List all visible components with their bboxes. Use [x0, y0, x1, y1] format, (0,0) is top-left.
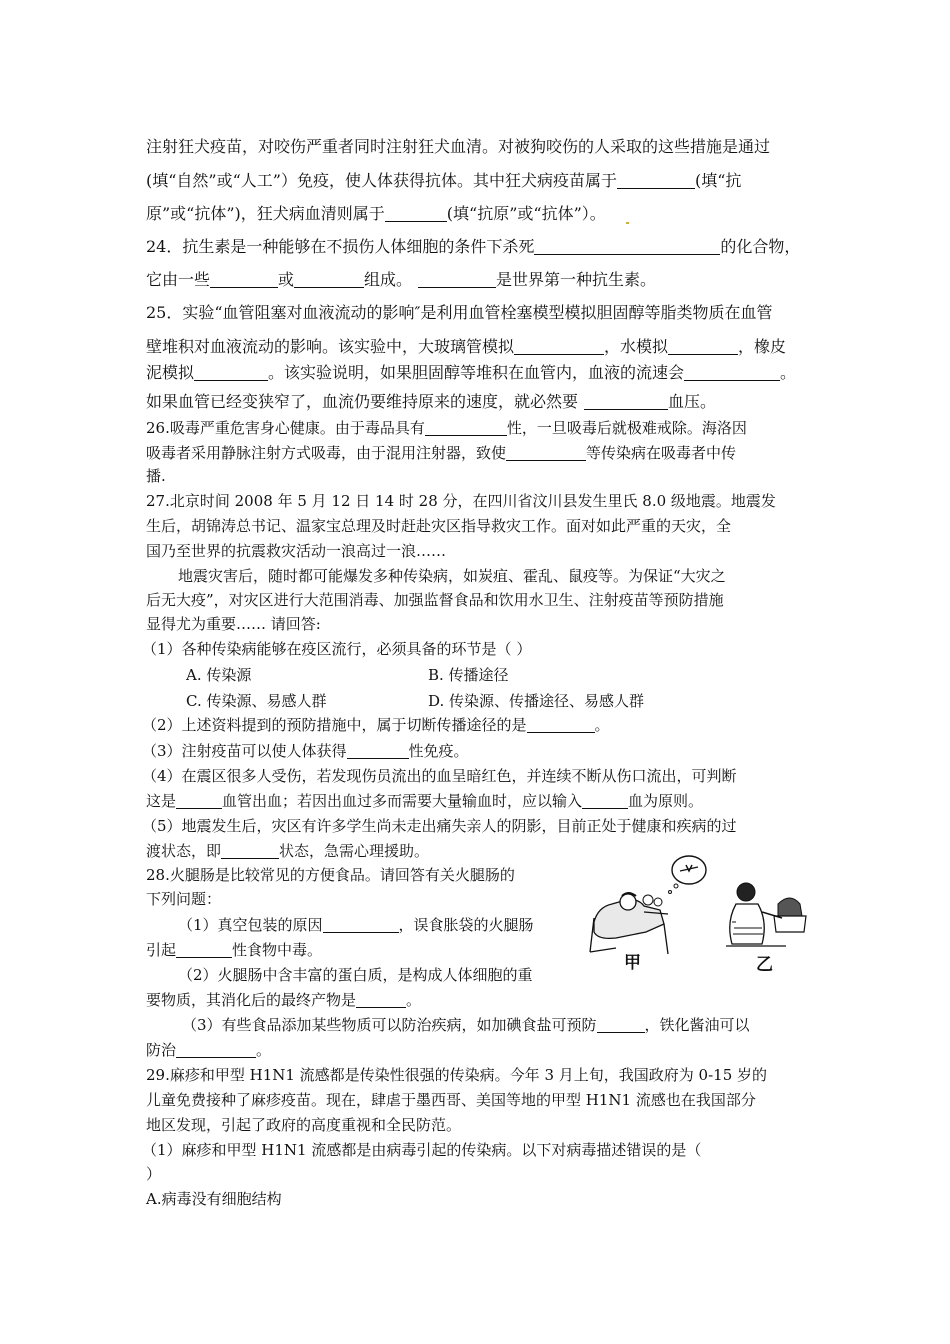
q26-blank-1[interactable]	[425, 420, 507, 436]
q28-blank-product[interactable]	[356, 992, 406, 1008]
figure-label-yi: 乙	[756, 955, 773, 975]
q23-line2	[146, 168, 741, 191]
q23-text: (填“抗原”或“抗体”）。	[446, 204, 606, 223]
q27-blank-vessel[interactable]	[176, 793, 222, 809]
q25-text: ，橡皮	[738, 337, 787, 356]
q25-text: 血压。	[668, 392, 717, 411]
q25-blank-4[interactable]	[684, 364, 780, 381]
q27-blank-immunity[interactable]	[347, 743, 409, 759]
q27-line4: 地震灾害后，随时都可能爆发多种传染病，如炭疽、霍乱、鼠疫等。为保证“大灾之	[178, 567, 726, 585]
q29-sub1-line1: （1）麻疹和甲型 H1N1 流感都是由病毒引起的传染病。以下对病毒描述错误的是（	[142, 1141, 702, 1159]
q25-text: 。	[780, 363, 797, 382]
q25-text: 。该实验说明，如果胆固醇等堆积在血管内，血液的流速会	[268, 363, 685, 382]
q25-blank-3[interactable]	[194, 364, 268, 381]
q28-sub3-line2	[146, 1039, 271, 1060]
q26-blank-2[interactable]	[506, 445, 586, 461]
q28-blank-iron[interactable]	[176, 1042, 256, 1058]
q23-text: 原”或“抗体”)，狂犬病血清则属于	[146, 204, 385, 223]
q28-sub1-line1	[178, 914, 534, 935]
q29-line2: 儿童免费接种了麻疹疫苗。现在，肆虐于墨西哥、美国等地的甲型 H1N1 流感也在我国部分	[146, 1091, 756, 1109]
q27-sub4-line2	[146, 790, 703, 811]
q28-text: 防治	[146, 1041, 177, 1059]
q28-sub1-line2	[146, 939, 322, 960]
q27-sub3	[142, 740, 469, 761]
q24-text: 或	[278, 270, 295, 289]
q26-text: 等传染病在吸毒者中传	[586, 444, 737, 462]
q28-text: （3）有些食品添加某些物质可以防治疾病，如加碘食盐可预防	[182, 1016, 597, 1034]
q29-sub1-line2: ）	[146, 1165, 162, 1183]
q28-blank-iodine[interactable]	[597, 1017, 645, 1033]
q25-blank-2[interactable]	[668, 338, 738, 355]
speck-mark	[626, 222, 629, 224]
sick-people-illustration	[586, 852, 808, 972]
q27-text: 渡状态，即	[146, 842, 222, 860]
q26-text: 26.吸毒严重危害身心健康。由于毒品具有	[146, 419, 425, 437]
q27-sub4-line1: （4）在震区很多人受伤，若发现伤员流出的血呈暗红色，并连续不断从伤口流出，可判断	[142, 767, 737, 785]
q28-text: 。	[406, 991, 422, 1009]
q24-line1	[146, 234, 800, 257]
q25-text: 壁堆积对血液流动的影响。该实验中，大玻璃管模拟	[146, 337, 515, 356]
q28-text: 性食物中毒。	[232, 941, 323, 959]
q26-text: 吸毒者采用静脉注射方式吸毒，由于混用注射器，致使	[146, 444, 507, 462]
q27-line1: 27.北京时间 2008 年 5 月 12 日 14 时 28 分，在四川省汶川县发生里氏 8.0 级地震。地震发	[146, 492, 776, 510]
q27-text: 。	[594, 716, 610, 734]
q26-text: 性，一旦吸毒后就极难戒除。海洛因	[506, 419, 747, 437]
stove-icon	[774, 916, 806, 932]
q28-text: （1）真空包装的原因	[178, 916, 323, 934]
q23-line3	[146, 201, 606, 224]
q27-option-d[interactable]: D. 传染源、传播途径、易感人群	[428, 692, 645, 710]
q27-blank-state[interactable]	[221, 843, 279, 859]
q27-sub5-line1: （5）地震发生后，灾区有许多学生尚未走出痛失亲人的阴影，目前正处于健康和疾病的过	[142, 817, 737, 835]
q26-line2	[146, 442, 736, 463]
q27-option-b[interactable]: B. 传播途径	[428, 666, 509, 684]
q27-text: 状态，急需心理援助。	[279, 842, 430, 860]
q28-sub2-line2	[146, 989, 421, 1010]
q28-line2: 下列问题：	[146, 890, 222, 908]
q24-text: 组成。	[364, 270, 413, 289]
q25-text: 泥模拟	[146, 363, 195, 382]
q24-text: 24．抗生素是一种能够在不损伤人体细胞的条件下杀死	[146, 237, 535, 256]
q29-line3: 地区发现，引起了政府的高度重视和全民防范。	[146, 1116, 462, 1134]
q27-text: 这是	[146, 792, 177, 810]
person-head	[737, 883, 755, 901]
q27-text: 血为原则。	[628, 792, 704, 810]
q27-line6: 显得尤为重要…… 请回答:	[146, 615, 321, 633]
q23-text: (填“抗	[694, 171, 742, 190]
q27-text: 性免疫。	[408, 742, 469, 760]
q24-text: 它由一些	[146, 270, 211, 289]
q27-blank-route[interactable]	[527, 717, 595, 733]
q23-line1: 注射狂犬疫苗，对咬伤严重者同时注射狂犬血清。对被狗咬伤的人采取的这些措施是通过	[146, 137, 771, 156]
q25-text: ，水模拟	[604, 337, 669, 356]
q25-line4	[146, 389, 716, 412]
figure-label-jia: 甲	[624, 953, 641, 973]
q28-text: ，铁化酱油可以	[644, 1016, 750, 1034]
q28-text: 要物质，其消化后的最终产物是	[146, 991, 357, 1009]
q24-line2	[146, 267, 656, 290]
q24-text: 的化合物，	[720, 237, 801, 256]
q24-blank-2[interactable]	[294, 271, 364, 288]
q25-line2	[146, 334, 786, 357]
q27-text: （2）上述资料提到的预防措施中，属于切断传播途径的是	[142, 716, 527, 734]
q27-line2: 生后，胡锦涛总书记、温家宝总理及时赶赴灾区指导救灾工作。面对如此严重的天灾，全	[146, 517, 732, 535]
q26-line3: 播.	[146, 467, 166, 485]
q28-line1: 28.火腿肠是比较常见的方便食品。请回答有关火腿肠的	[146, 866, 515, 884]
bubble-dot	[669, 891, 672, 894]
q27-line5: 后无大疫”，对灾区进行大范围消毒、加强监督食品和饮用水卫生、注射疫苗等预防措施	[146, 591, 724, 609]
q28-text: ，误食胀袋的火腿肠	[398, 916, 534, 934]
q25-line1: 25．实验“血管阻塞对血液流动的影响″是利用血管栓塞模型模拟胆固醇等脂类物质在血管	[146, 303, 773, 322]
person-body	[730, 904, 765, 944]
q25-line3	[146, 360, 796, 383]
mosquito-icon	[680, 865, 698, 871]
q27-sub1: （1）各种传染病能够在疫区流行，必须具备的环节是（ ）	[142, 640, 532, 658]
q29-line1: 29.麻疹和甲型 H1N1 流感都是传染性很强的传染病。今年 3 月上旬，我国政府为 0-15 岁的	[146, 1066, 768, 1084]
q27-sub2	[142, 714, 610, 735]
q28-text: 。	[256, 1041, 272, 1059]
q23-blank-vaccine[interactable]	[617, 172, 695, 189]
q26-line1	[146, 417, 747, 438]
q27-option-c[interactable]: C. 传染源、易感人群	[186, 692, 327, 710]
q24-blank-target[interactable]	[534, 238, 720, 255]
q27-blank-blood[interactable]	[582, 793, 628, 809]
q24-blank-3[interactable]	[418, 271, 496, 288]
q23-blank-serum[interactable]	[385, 205, 447, 222]
q24-blank-1[interactable]	[210, 271, 278, 288]
q27-line3: 国乃至世界的抗震救灾活动一浪高过一浪……	[146, 542, 447, 560]
q27-option-a[interactable]: A. 传染源	[186, 666, 252, 684]
q28-sub2-line1: （2）火腿肠中含丰富的蛋白质，是构成人体细胞的重	[178, 966, 533, 984]
q29-option-a[interactable]: A.病毒没有细胞结构	[146, 1190, 282, 1208]
cup-icon	[643, 895, 653, 905]
q27-text: （3）注射疫苗可以使人体获得	[142, 742, 347, 760]
q23-text: (填“自然”或“人工”）免疫，使人体获得抗体。其中狂犬病疫苗属于	[146, 171, 617, 190]
q28-blank-poison[interactable]	[176, 942, 232, 958]
q25-blank-1[interactable]	[514, 338, 604, 355]
bubble-dot	[674, 884, 678, 888]
cup-icon	[654, 898, 662, 906]
q28-text: 引起	[146, 941, 177, 959]
q25-blank-5[interactable]	[584, 393, 668, 410]
q28-blank-reason[interactable]	[323, 917, 399, 933]
pot-icon	[778, 898, 802, 916]
q28-figure	[586, 852, 808, 975]
q28-sub3-line1	[182, 1014, 750, 1035]
q25-text: 如果血管已经变狭窄了，血流仍要维持原来的速度，就必然要	[146, 392, 579, 411]
q27-text: 血管出血；若因出血过多而需要大量输血时，应以输入	[222, 792, 583, 810]
q24-text: 是世界第一种抗生素。	[496, 270, 657, 289]
q27-sub5-line2	[146, 840, 429, 861]
